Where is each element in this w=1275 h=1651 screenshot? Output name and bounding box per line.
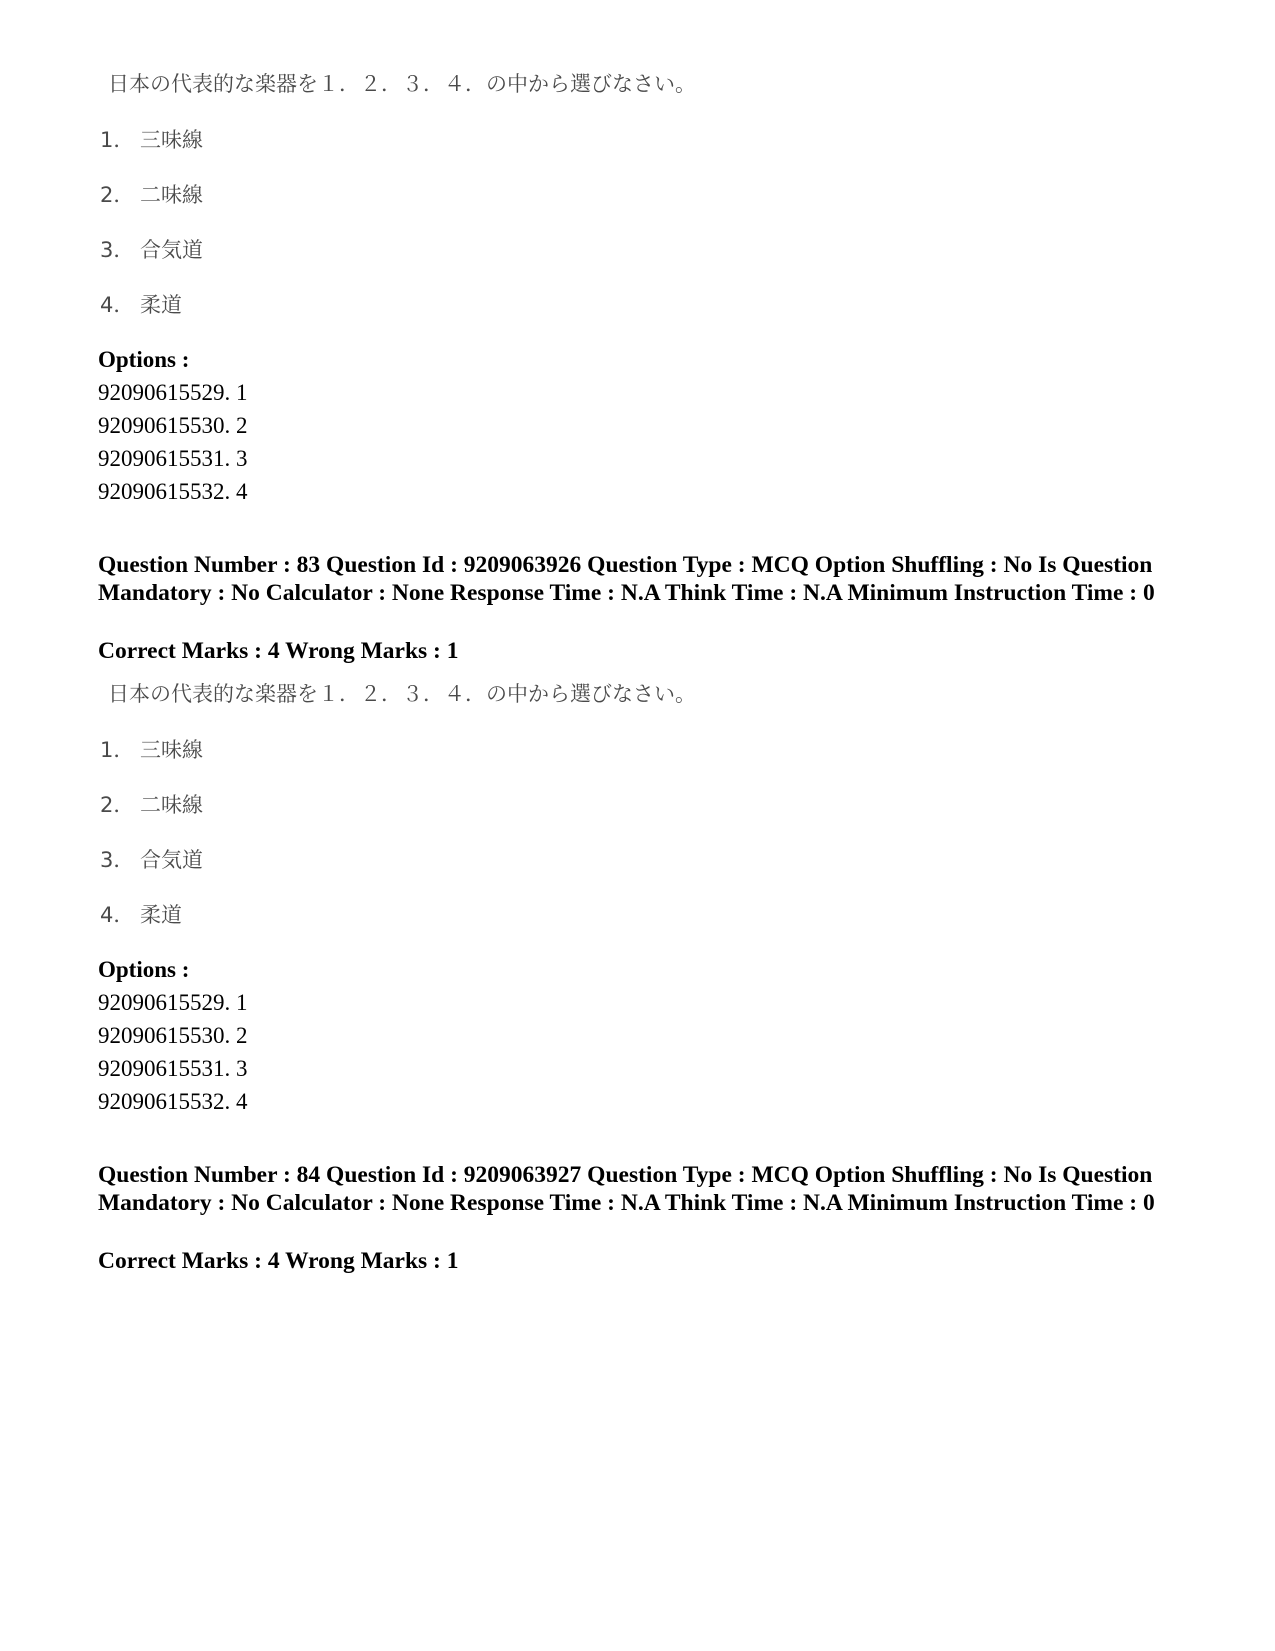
choice-number: 4． (100, 903, 135, 927)
choice-text: 合気道 (140, 238, 203, 262)
option-item: 92090615532. 4 (98, 479, 248, 504)
choice-text: 三味線 (140, 128, 203, 152)
choice-text: 二味線 (140, 183, 203, 207)
option-item: 92090615529. 1 (98, 990, 248, 1015)
question-image-block-1 (100, 74, 800, 324)
choice-text: 合気道 (140, 848, 203, 872)
choice-number: 1． (100, 128, 135, 152)
question-prompt: 日本の代表的な楽器を１．２．３．４．の中から選びなさい。 (108, 682, 696, 706)
choice-text: 二味線 (140, 793, 203, 817)
choice-3 (100, 850, 203, 871)
option-item: 92090615532. 4 (98, 1089, 248, 1114)
option-item: 92090615529. 1 (98, 380, 248, 405)
question-84-marks: Correct Marks : 4 Wrong Marks : 1 (98, 1248, 459, 1274)
choice-number: 3． (100, 848, 135, 872)
choice-4 (100, 295, 182, 316)
choice-number: 1． (100, 738, 135, 762)
choice-number: 2． (100, 183, 135, 207)
choice-4 (100, 905, 182, 926)
options-heading: Options : (98, 347, 190, 372)
choice-text: 柔道 (140, 293, 182, 317)
choice-3 (100, 240, 203, 261)
question-image-block-83 (100, 684, 800, 934)
option-item: 92090615530. 2 (98, 1023, 248, 1048)
choice-text: 三味線 (140, 738, 203, 762)
choice-1 (100, 130, 203, 151)
option-item: 92090615531. 3 (98, 446, 248, 471)
choice-number: 2． (100, 793, 135, 817)
choice-2 (100, 185, 203, 206)
question-83-meta: Question Number : 83 Question Id : 9209063926 Question Type : MCQ Option Shuffling : No Is Question Mandatory : No Calculator : None Response Time : N.A Think Time : N.A Minimum Instruction Time : 0 (98, 552, 1155, 606)
choice-number: 3． (100, 238, 135, 262)
choice-number: 4． (100, 293, 135, 317)
options-heading: Options : (98, 957, 190, 982)
option-item: 92090615531. 3 (98, 1056, 248, 1081)
option-item: 92090615530. 2 (98, 413, 248, 438)
question-prompt: 日本の代表的な楽器を１．２．３．４．の中から選びなさい。 (108, 72, 696, 96)
question-83-marks: Correct Marks : 4 Wrong Marks : 1 (98, 638, 459, 664)
choice-text: 柔道 (140, 903, 182, 927)
choice-2 (100, 795, 203, 816)
question-84-meta: Question Number : 84 Question Id : 9209063927 Question Type : MCQ Option Shuffling : No Is Question Mandatory : No Calculator : None Response Time : N.A Think Time : N.A Minimum Instruction Time : 0 (98, 1162, 1155, 1216)
choice-1 (100, 740, 203, 761)
